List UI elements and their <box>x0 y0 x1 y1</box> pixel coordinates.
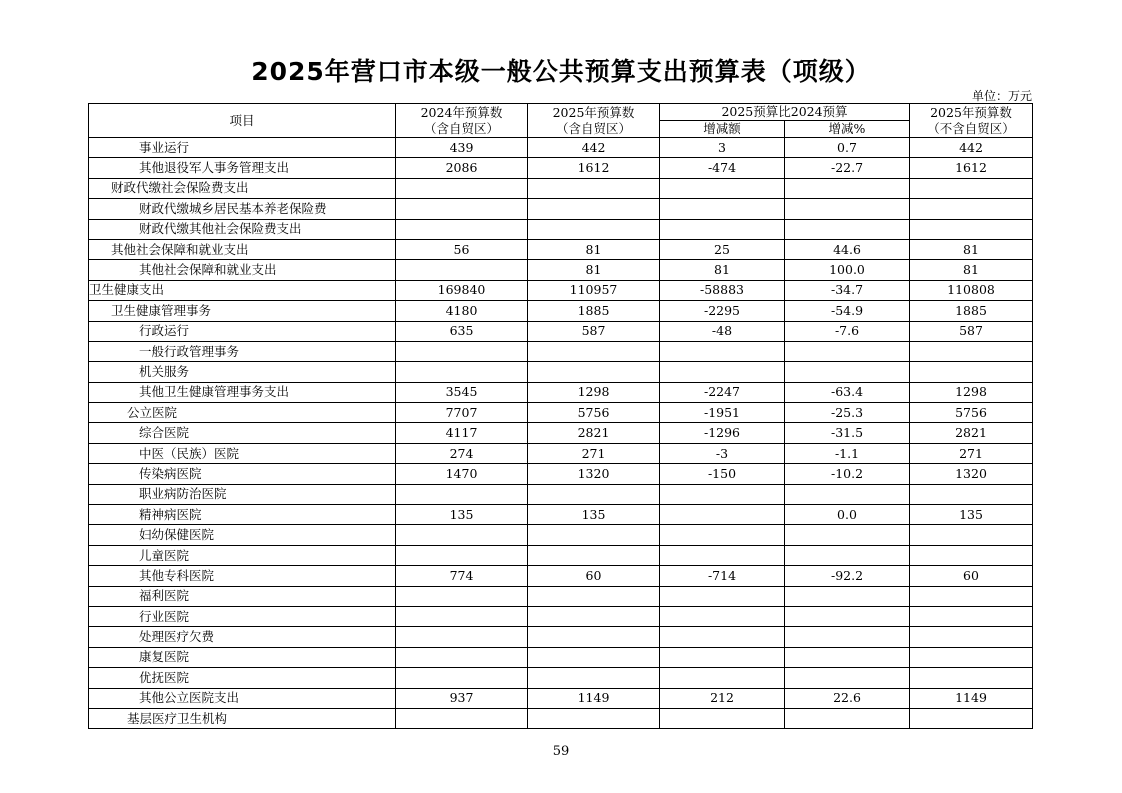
cell-2025-budget-excl: 1298 <box>910 382 1033 402</box>
cell-change-pct: -22.7 <box>785 158 910 178</box>
page-number: 59 <box>552 744 570 759</box>
cell-change-amount <box>660 178 785 198</box>
cell-2024-budget <box>396 341 528 361</box>
cell-change-amount <box>660 525 785 545</box>
cell-2025-budget-excl <box>910 362 1033 382</box>
cell-2025-budget-excl <box>910 219 1033 239</box>
cell-2025-budget-excl: 587 <box>910 321 1033 341</box>
cell-item-name: 其他公立医院支出 <box>89 688 396 708</box>
cell-change-amount: -2295 <box>660 301 785 321</box>
table-row <box>89 239 1033 259</box>
cell-change-pct: -63.4 <box>785 382 910 402</box>
cell-2025-budget <box>528 525 660 545</box>
cell-2025-budget: 81 <box>528 260 660 280</box>
cell-2025-budget: 587 <box>528 321 660 341</box>
header-2025-budget-excl: 2025年预算数 （不含自贸区） <box>910 104 1033 138</box>
cell-2025-budget <box>528 484 660 504</box>
table-row <box>89 708 1033 728</box>
cell-item-name: 综合医院 <box>89 423 396 443</box>
table-row <box>89 341 1033 361</box>
table-row <box>89 321 1033 341</box>
cell-2025-budget: 271 <box>528 443 660 463</box>
cell-2025-budget <box>528 545 660 565</box>
cell-change-amount <box>660 505 785 525</box>
cell-2025-budget <box>528 647 660 667</box>
cell-2024-budget: 1470 <box>396 464 528 484</box>
table-row <box>89 586 1033 606</box>
cell-2025-budget <box>528 341 660 361</box>
cell-2025-budget-excl: 1612 <box>910 158 1033 178</box>
cell-change-amount <box>660 362 785 382</box>
cell-2024-budget: 774 <box>396 566 528 586</box>
cell-item-name: 一般行政管理事务 <box>89 341 396 361</box>
table-row <box>89 138 1033 158</box>
cell-change-pct <box>785 199 910 219</box>
table-row <box>89 158 1033 178</box>
cell-item-name: 机关服务 <box>89 362 396 382</box>
cell-change-pct <box>785 341 910 361</box>
table-row <box>89 525 1033 545</box>
cell-change-pct <box>785 606 910 626</box>
cell-change-amount: -3 <box>660 443 785 463</box>
cell-2025-budget-excl: 1885 <box>910 301 1033 321</box>
table-row <box>89 280 1033 300</box>
cell-2025-budget-excl: 81 <box>910 239 1033 259</box>
cell-item-name: 事业运行 <box>89 138 396 158</box>
cell-2024-budget <box>396 484 528 504</box>
cell-2024-budget <box>396 219 528 239</box>
cell-2024-budget <box>396 708 528 728</box>
cell-2025-budget <box>528 586 660 606</box>
header-2024-budget: 2024年预算数 （含自贸区） <box>396 104 528 138</box>
cell-2024-budget: 274 <box>396 443 528 463</box>
cell-2025-budget-excl: 2821 <box>910 423 1033 443</box>
cell-item-name: 中医（民族）医院 <box>89 443 396 463</box>
cell-change-amount: -58883 <box>660 280 785 300</box>
cell-change-pct: -25.3 <box>785 403 910 423</box>
table-row <box>89 199 1033 219</box>
cell-item-name: 职业病防治医院 <box>89 484 396 504</box>
cell-2024-budget: 7707 <box>396 403 528 423</box>
cell-2024-budget <box>396 525 528 545</box>
header-compare-group: 2025预算比2024预算 <box>660 104 910 121</box>
cell-item-name: 其他卫生健康管理事务支出 <box>89 382 396 402</box>
cell-change-amount <box>660 647 785 667</box>
cell-item-name: 其他社会保障和就业支出 <box>89 260 396 280</box>
cell-change-amount: 3 <box>660 138 785 158</box>
cell-2025-budget: 110957 <box>528 280 660 300</box>
cell-2025-budget-excl <box>910 199 1033 219</box>
cell-item-name: 精神病医院 <box>89 505 396 525</box>
cell-2025-budget <box>528 708 660 728</box>
cell-change-pct <box>785 668 910 688</box>
table-row <box>89 647 1033 667</box>
cell-change-amount <box>660 341 785 361</box>
table-row <box>89 566 1033 586</box>
table-row <box>89 484 1033 504</box>
cell-change-pct: 0.7 <box>785 138 910 158</box>
header-change-pct: 增减% <box>785 121 910 138</box>
cell-change-amount <box>660 545 785 565</box>
cell-change-amount: -48 <box>660 321 785 341</box>
cell-change-amount: -714 <box>660 566 785 586</box>
cell-2024-budget <box>396 668 528 688</box>
cell-2025-budget <box>528 627 660 647</box>
budget-table <box>88 103 1033 729</box>
cell-2024-budget <box>396 627 528 647</box>
cell-change-amount: -150 <box>660 464 785 484</box>
cell-item-name: 妇幼保健医院 <box>89 525 396 545</box>
cell-2024-budget: 56 <box>396 239 528 259</box>
cell-item-name: 其他社会保障和就业支出 <box>89 239 396 259</box>
cell-item-name: 基层医疗卫生机构 <box>89 708 396 728</box>
cell-2024-budget <box>396 178 528 198</box>
cell-2025-budget-excl: 1320 <box>910 464 1033 484</box>
table-row <box>89 505 1033 525</box>
cell-2025-budget <box>528 668 660 688</box>
cell-2024-budget: 169840 <box>396 280 528 300</box>
cell-2025-budget <box>528 219 660 239</box>
cell-2025-budget-excl: 81 <box>910 260 1033 280</box>
cell-2025-budget-excl: 5756 <box>910 403 1033 423</box>
cell-2025-budget: 2821 <box>528 423 660 443</box>
cell-2025-budget-excl <box>910 606 1033 626</box>
cell-item-name: 卫生健康管理事务 <box>89 301 396 321</box>
cell-item-name: 优抚医院 <box>89 668 396 688</box>
cell-item-name: 卫生健康支出 <box>89 280 396 300</box>
cell-change-amount <box>660 627 785 647</box>
cell-2025-budget-excl <box>910 647 1033 667</box>
table-body <box>89 138 1033 729</box>
cell-2024-budget: 3545 <box>396 382 528 402</box>
unit-label: 单位：万元 <box>971 89 1032 103</box>
cell-2025-budget <box>528 199 660 219</box>
cell-2025-budget: 60 <box>528 566 660 586</box>
cell-change-pct <box>785 484 910 504</box>
cell-change-pct: -92.2 <box>785 566 910 586</box>
cell-item-name: 康复医院 <box>89 647 396 667</box>
cell-2025-budget-excl <box>910 545 1033 565</box>
cell-2024-budget <box>396 606 528 626</box>
cell-item-name: 财政代缴城乡居民基本养老保险费 <box>89 199 396 219</box>
cell-2025-budget: 1320 <box>528 464 660 484</box>
cell-2025-budget: 1298 <box>528 382 660 402</box>
table-row <box>89 627 1033 647</box>
cell-2025-budget: 1612 <box>528 158 660 178</box>
table-row <box>89 403 1033 423</box>
cell-2025-budget <box>528 606 660 626</box>
cell-2024-budget: 635 <box>396 321 528 341</box>
table-row <box>89 668 1033 688</box>
cell-change-amount: -474 <box>660 158 785 178</box>
cell-2024-budget: 4117 <box>396 423 528 443</box>
cell-2025-budget: 5756 <box>528 403 660 423</box>
cell-change-pct <box>785 545 910 565</box>
cell-change-amount: 81 <box>660 260 785 280</box>
table-row <box>89 301 1033 321</box>
cell-change-pct: -1.1 <box>785 443 910 463</box>
cell-2024-budget: 135 <box>396 505 528 525</box>
cell-change-pct: -34.7 <box>785 280 910 300</box>
cell-2024-budget <box>396 199 528 219</box>
cell-2024-budget: 937 <box>396 688 528 708</box>
cell-2024-budget <box>396 260 528 280</box>
cell-change-pct: -54.9 <box>785 301 910 321</box>
cell-change-amount: -1951 <box>660 403 785 423</box>
cell-2025-budget-excl: 60 <box>910 566 1033 586</box>
cell-2025-budget <box>528 362 660 382</box>
cell-2025-budget-excl <box>910 341 1033 361</box>
cell-change-amount <box>660 668 785 688</box>
cell-item-name: 儿童医院 <box>89 545 396 565</box>
table-row <box>89 178 1033 198</box>
cell-item-name: 其他退役军人事务管理支出 <box>89 158 396 178</box>
cell-2025-budget-excl: 1149 <box>910 688 1033 708</box>
cell-change-amount: -2247 <box>660 382 785 402</box>
header-2025-budget: 2025年预算数 （含自贸区） <box>528 104 660 138</box>
cell-2025-budget: 81 <box>528 239 660 259</box>
cell-change-amount: 212 <box>660 688 785 708</box>
cell-2024-budget <box>396 586 528 606</box>
cell-change-pct <box>785 586 910 606</box>
cell-change-pct: 44.6 <box>785 239 910 259</box>
cell-change-pct: 0.0 <box>785 505 910 525</box>
cell-change-pct: -7.6 <box>785 321 910 341</box>
cell-2025-budget-excl <box>910 586 1033 606</box>
table-row <box>89 545 1033 565</box>
table-row <box>89 219 1033 239</box>
cell-2024-budget <box>396 647 528 667</box>
cell-2025-budget-excl <box>910 178 1033 198</box>
cell-2024-budget: 2086 <box>396 158 528 178</box>
cell-2025-budget: 135 <box>528 505 660 525</box>
cell-2025-budget-excl <box>910 708 1033 728</box>
cell-2025-budget: 1149 <box>528 688 660 708</box>
cell-2025-budget: 442 <box>528 138 660 158</box>
cell-item-name: 财政代缴社会保险费支出 <box>89 178 396 198</box>
cell-change-pct: -10.2 <box>785 464 910 484</box>
cell-change-amount <box>660 708 785 728</box>
header-change-amount: 增减额 <box>660 121 785 138</box>
cell-change-amount <box>660 199 785 219</box>
cell-change-pct <box>785 219 910 239</box>
cell-change-pct <box>785 708 910 728</box>
cell-item-name: 处理医疗欠费 <box>89 627 396 647</box>
cell-2025-budget-excl: 271 <box>910 443 1033 463</box>
cell-2024-budget: 439 <box>396 138 528 158</box>
cell-change-pct <box>785 525 910 545</box>
cell-change-pct <box>785 647 910 667</box>
table-row <box>89 688 1033 708</box>
cell-item-name: 公立医院 <box>89 403 396 423</box>
cell-item-name: 行政运行 <box>89 321 396 341</box>
cell-change-pct: 22.6 <box>785 688 910 708</box>
cell-2025-budget-excl: 135 <box>910 505 1033 525</box>
table-header <box>89 104 1033 138</box>
table-row <box>89 362 1033 382</box>
cell-change-pct <box>785 627 910 647</box>
cell-change-amount: 25 <box>660 239 785 259</box>
header-item: 项目 <box>89 104 396 138</box>
cell-change-amount: -1296 <box>660 423 785 443</box>
cell-2025-budget-excl: 442 <box>910 138 1033 158</box>
cell-2024-budget <box>396 362 528 382</box>
cell-2025-budget-excl <box>910 627 1033 647</box>
cell-item-name: 行业医院 <box>89 606 396 626</box>
cell-item-name: 福利医院 <box>89 586 396 606</box>
cell-item-name: 其他专科医院 <box>89 566 396 586</box>
cell-change-pct: 100.0 <box>785 260 910 280</box>
table-row <box>89 423 1033 443</box>
cell-change-pct: -31.5 <box>785 423 910 443</box>
cell-2025-budget-excl <box>910 484 1033 504</box>
table-row <box>89 382 1033 402</box>
cell-2025-budget-excl: 110808 <box>910 280 1033 300</box>
cell-2024-budget <box>396 545 528 565</box>
cell-change-amount <box>660 586 785 606</box>
cell-change-amount <box>660 219 785 239</box>
cell-change-amount <box>660 606 785 626</box>
cell-2025-budget-excl <box>910 668 1033 688</box>
cell-item-name: 传染病医院 <box>89 464 396 484</box>
cell-change-pct <box>785 362 910 382</box>
cell-2025-budget <box>528 178 660 198</box>
cell-2025-budget-excl <box>910 525 1033 545</box>
cell-change-pct <box>785 178 910 198</box>
page-title: 2025年营口市本级一般公共预算支出预算表（项级） <box>251 57 871 86</box>
cell-2025-budget: 1885 <box>528 301 660 321</box>
table-row <box>89 606 1033 626</box>
cell-item-name: 财政代缴其他社会保险费支出 <box>89 219 396 239</box>
table-row <box>89 443 1033 463</box>
table-row <box>89 260 1033 280</box>
cell-2024-budget: 4180 <box>396 301 528 321</box>
cell-change-amount <box>660 484 785 504</box>
table-row <box>89 464 1033 484</box>
